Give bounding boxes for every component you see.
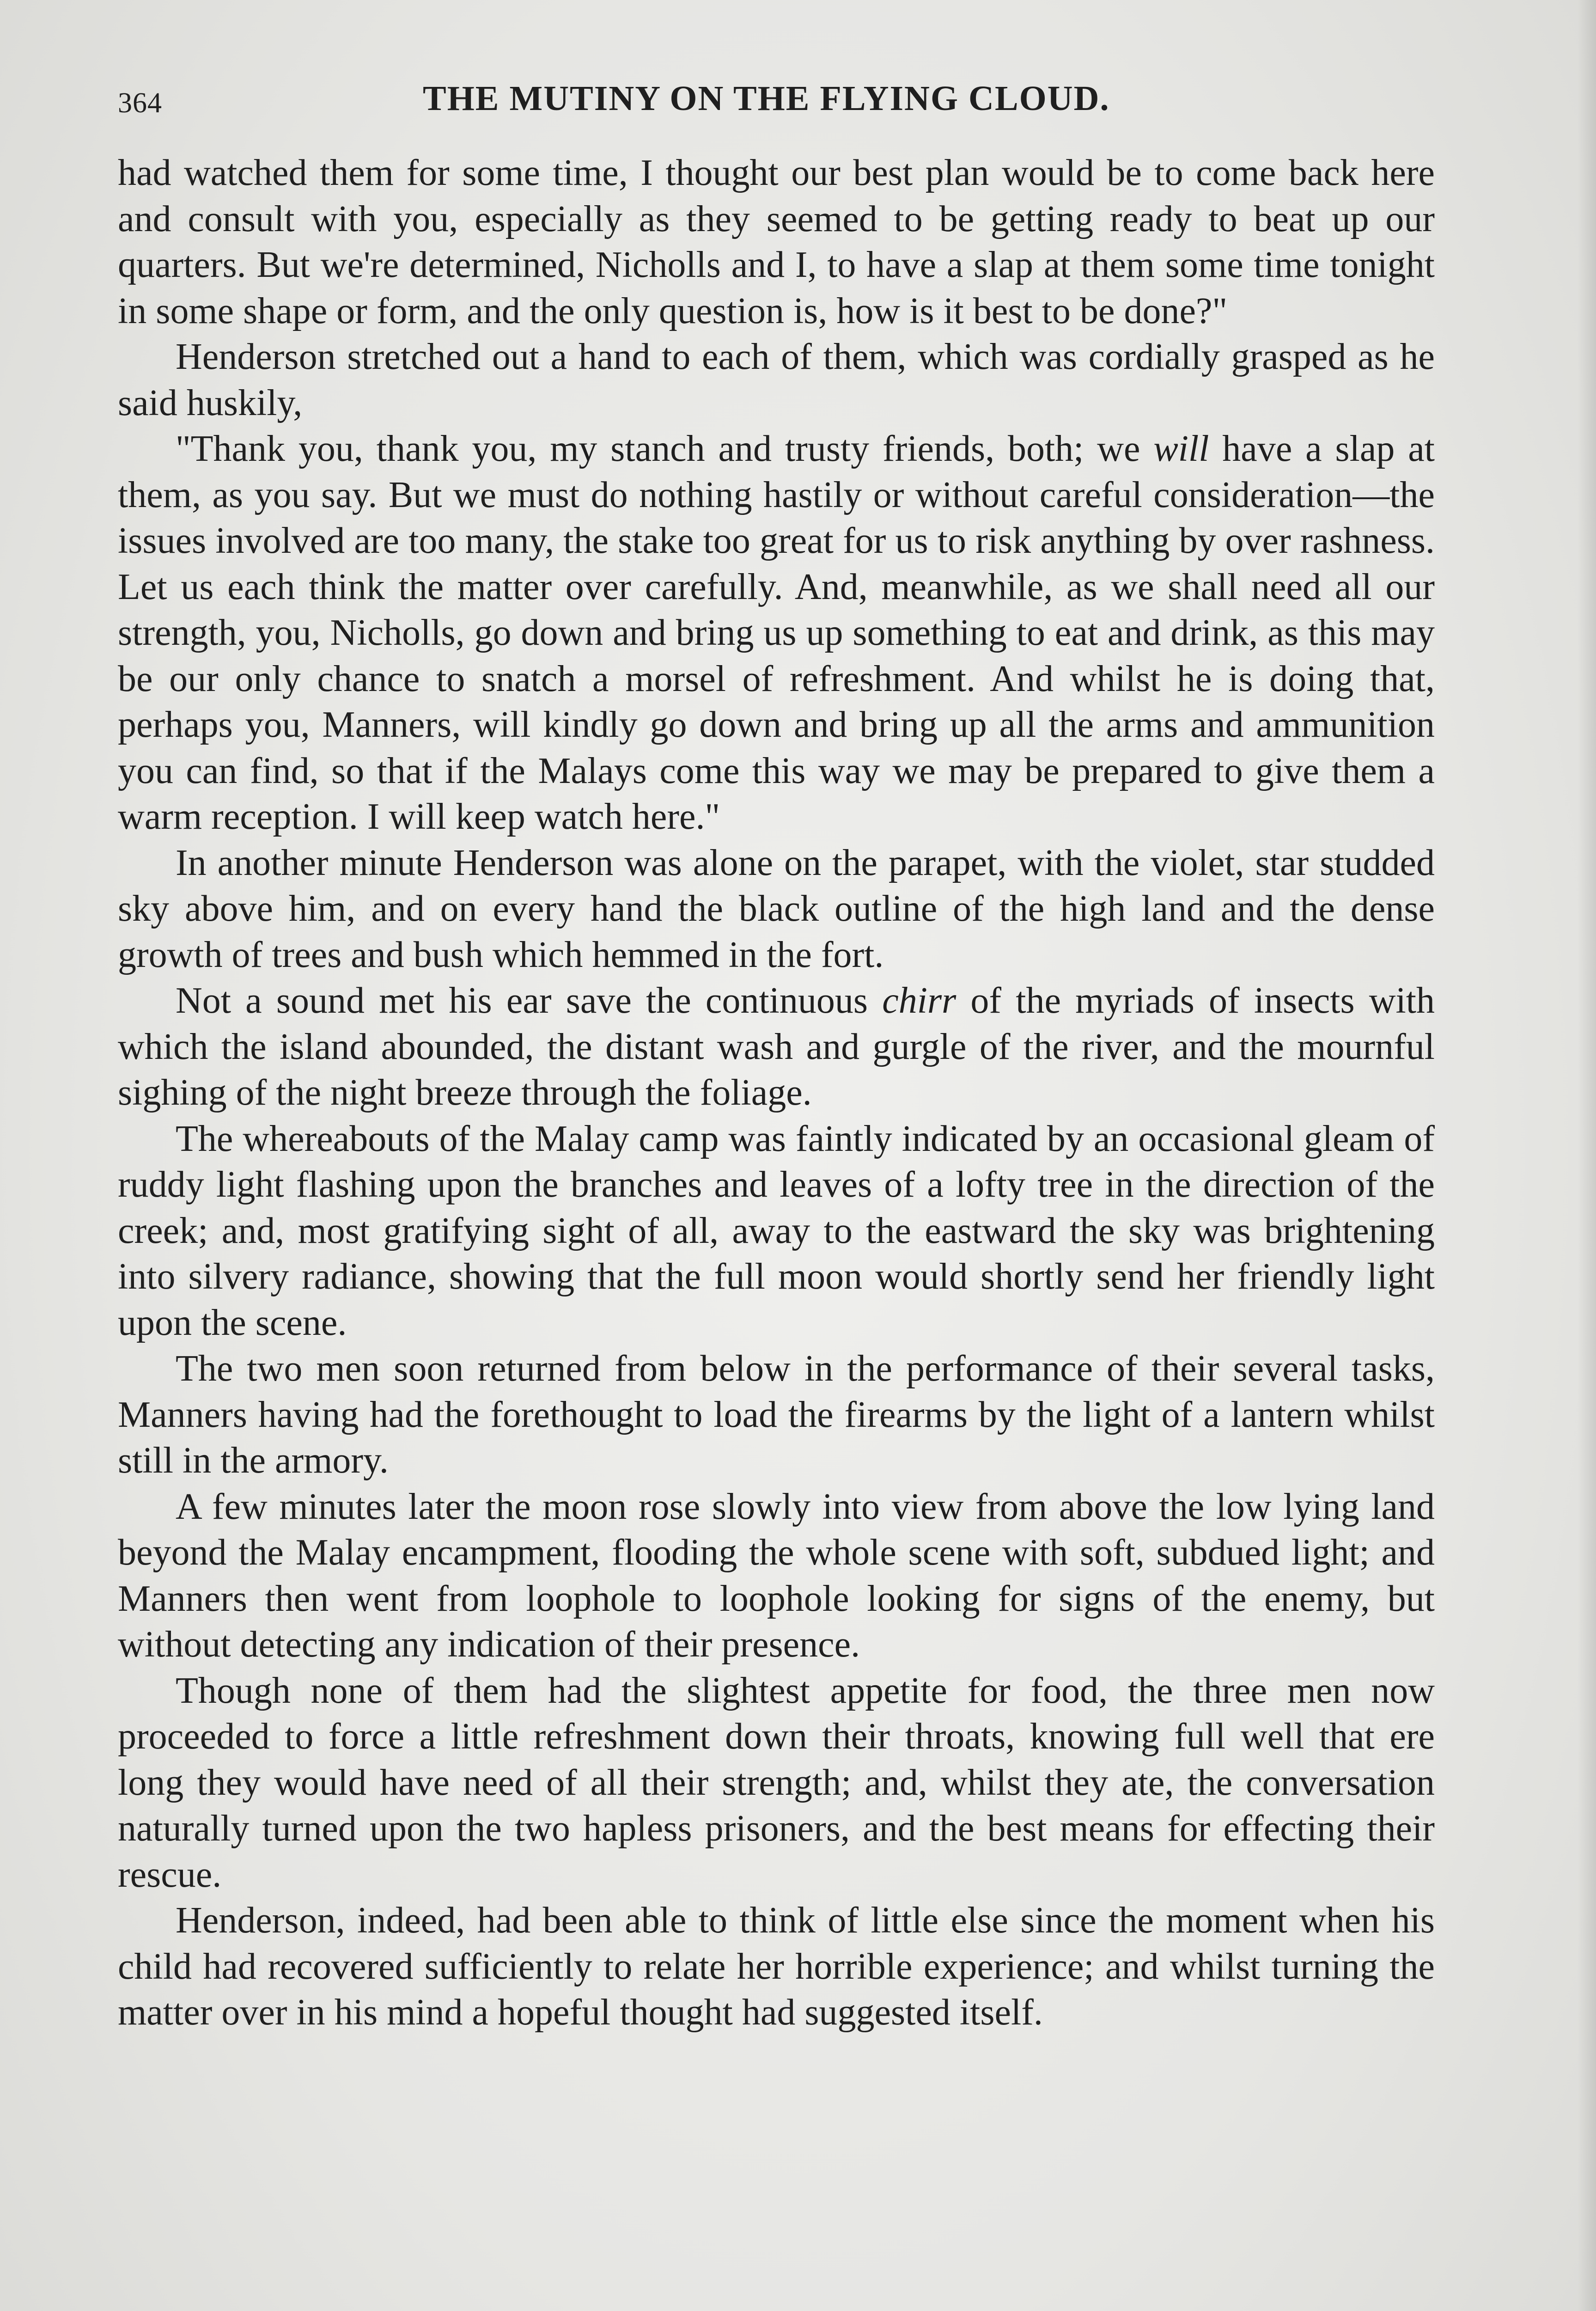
- paragraph-10: Henderson, indeed, had been able to think of little else since the moment when his child had recovered sufficiently to relate her horrible experience; and whilst turning the matter over in his mind a hopeful thought had suggested itself.: [118, 1900, 1435, 2033]
- body-text: [118, 150, 1435, 2036]
- page-edge-shadow: [1578, 0, 1596, 2311]
- paragraph-5-before: Not a sound met his ear save the continuous: [176, 980, 883, 1021]
- paragraph-3-after: have a slap at them, as you say. But we must do nothing hastily or without careful consideration—the issues involved are too many, the stake too great for us to risk anything by over rashness. Let us each think the matter over carefully. And, meanwhile, as we shall need all our strength, you, Nicholls, go down and bring us up something to eat and drink, as this may be our only chance to snatch a morsel of refreshment. And whilst he is doing that, perhaps you, Manners, will kindly go down and bring up all the arms and ammunition you can find, so that if the Malays come this way we may be prepared to give them a warm reception. I will keep watch here.": [118, 428, 1435, 837]
- paragraph-6: The whereabouts of the Malay camp was faintly indicated by an occasional gleam of ruddy light flashing upon the branches and leaves of a lofty tree in the direction of the creek; and, most gratifying sight of all, away to the eastward the sky was brightening into silvery radiance, showing that the full moon would shortly send her friendly light upon the scene.: [118, 1118, 1435, 1343]
- paragraph-4: In another minute Henderson was alone on the parapet, with the violet, star studded sky above him, and on every hand the black outline of the high land and the dense growth of trees and bush which hemmed in the fort.: [118, 842, 1435, 975]
- paragraph-7: The two men soon returned from below in the performance of their several tasks, Manners having had the forethought to load the firearms by the light of a lantern whilst still in the armory.: [118, 1348, 1435, 1481]
- paragraph-8: A few minutes later the moon rose slowly into view from above the low lying land beyond the Malay encampment, flooding the whole scene with soft, subdued light; and Manners then went from loophole to loophole looking for signs of the enemy, but without detecting any indication of their presence.: [118, 1486, 1435, 1665]
- running-head: THE MUTINY ON THE FLYING CLOUD.: [423, 79, 1110, 118]
- paragraph-5-after: of the myriads of insects with which the island abounded, the distant wash and gurgle of the river, and the mournful sighing of the night breeze through the foliage.: [118, 980, 1435, 1113]
- page-number: 364: [118, 87, 162, 119]
- paragraph-5: [118, 978, 1435, 1116]
- paragraph-1: had watched them for some time, I thought our best plan would be to come back here and consult with you, especially as they seemed to be getting ready to beat up our quarters. But we're determined, Nicholls and I, to have a slap at them some time tonight in some shape or form, and the only question is, how is it best to be done?": [118, 153, 1435, 331]
- paragraph-3: [118, 426, 1435, 840]
- paragraph-5-emphasis: chirr: [882, 980, 956, 1021]
- paragraph-3-emphasis: will: [1153, 428, 1209, 469]
- paragraph-3-before: "Thank you, thank you, my stanch and trusty friends, both; we: [176, 428, 1154, 469]
- paragraph-2: Henderson stretched out a hand to each of them, which was cordially grasped as he said huskily,: [118, 336, 1435, 423]
- page-header: [118, 79, 1439, 129]
- paragraph-9: Though none of them had the slightest appetite for food, the three men now proceeded to force a little refreshment down their throats, knowing full well that ere long they would have need of all their strength; and, whilst they ate, the conversation naturally turned upon the two hapless prisoners, and the best means for effecting their rescue.: [118, 1670, 1435, 1895]
